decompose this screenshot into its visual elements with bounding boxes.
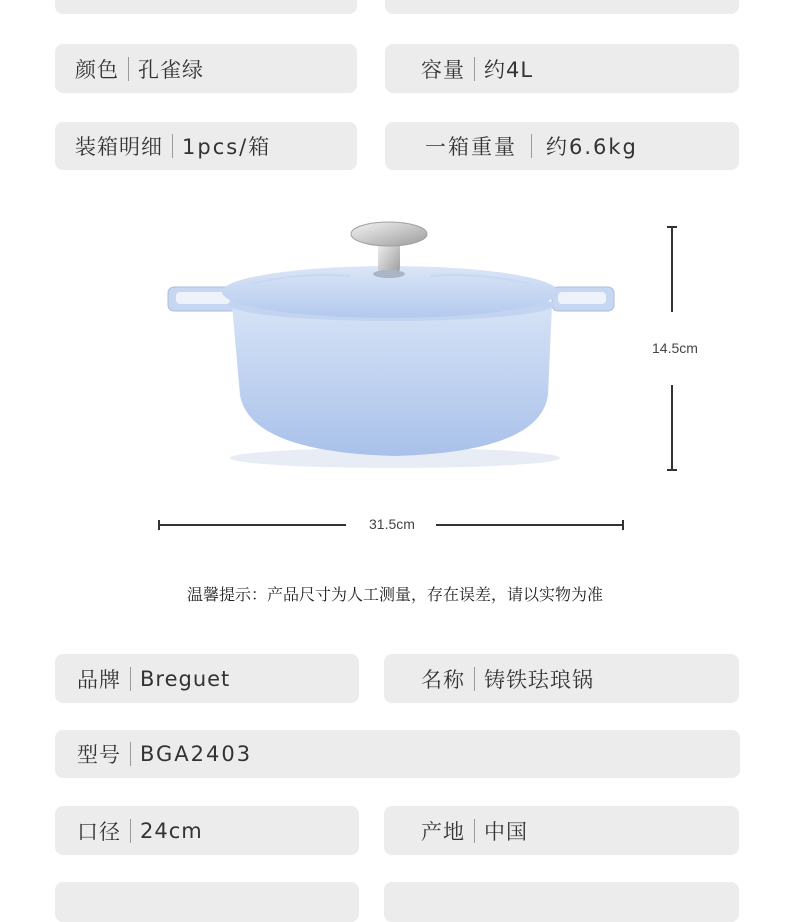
spec-brand (55, 654, 359, 703)
divider (128, 57, 129, 81)
divider (474, 667, 475, 691)
spec-label: 口径 (77, 819, 121, 844)
spec-chip-cropped-bottom-right (384, 882, 739, 922)
spec-box-weight (385, 122, 739, 170)
divider (172, 134, 173, 158)
divider (130, 667, 131, 691)
height-dimension-line-bottom (671, 385, 673, 471)
spec-value: 铸铁珐琅锅 (484, 667, 594, 692)
divider (130, 819, 131, 843)
spec-label: 名称 (421, 667, 465, 692)
spec-label: 品牌 (77, 667, 121, 692)
spec-chip-cropped-right (385, 0, 739, 14)
divider (531, 134, 532, 158)
height-dimension-bottom-tick (667, 469, 677, 471)
spec-value: 中国 (484, 819, 528, 844)
spec-label: 容量 (421, 57, 465, 82)
width-dimension-right-tick (622, 520, 624, 530)
spec-label: 型号 (77, 743, 121, 767)
spec-value: 孔雀绿 (138, 57, 204, 82)
spec-chip-cropped-left (55, 0, 357, 14)
spec-label: 颜色 (75, 57, 119, 82)
width-label: 31.5cm (369, 516, 415, 532)
measurement-notice: 温馨提示：产品尺寸为人工测量，存在误差，请以实物为准 (186, 585, 603, 604)
spec-capacity (385, 44, 739, 93)
spec-value: 约6.6kg (546, 135, 638, 159)
spec-origin (384, 806, 739, 855)
spec-label: 产地 (421, 819, 465, 844)
divider (474, 819, 475, 843)
width-dimension-line-right (436, 524, 624, 526)
height-dimension-line-top (671, 226, 673, 312)
spec-value: 24cm (140, 818, 203, 843)
spec-packing (55, 122, 357, 170)
spec-label: 一箱重量 (425, 135, 517, 159)
spec-chip-cropped-bottom-left (55, 882, 359, 922)
spec-value: 约4L (484, 57, 534, 82)
width-dimension-line-left (158, 524, 346, 526)
divider (130, 742, 131, 766)
height-label: 14.5cm (652, 340, 698, 356)
spec-model (55, 730, 740, 778)
spec-label: 装箱明细 (75, 135, 163, 159)
divider (474, 57, 475, 81)
spec-value: Breguet (140, 666, 231, 691)
spec-value: 1pcs/箱 (182, 135, 272, 159)
spec-value: BGA2403 (140, 742, 253, 766)
spec-diameter (55, 806, 359, 855)
spec-color (55, 44, 357, 93)
spec-name (384, 654, 739, 703)
